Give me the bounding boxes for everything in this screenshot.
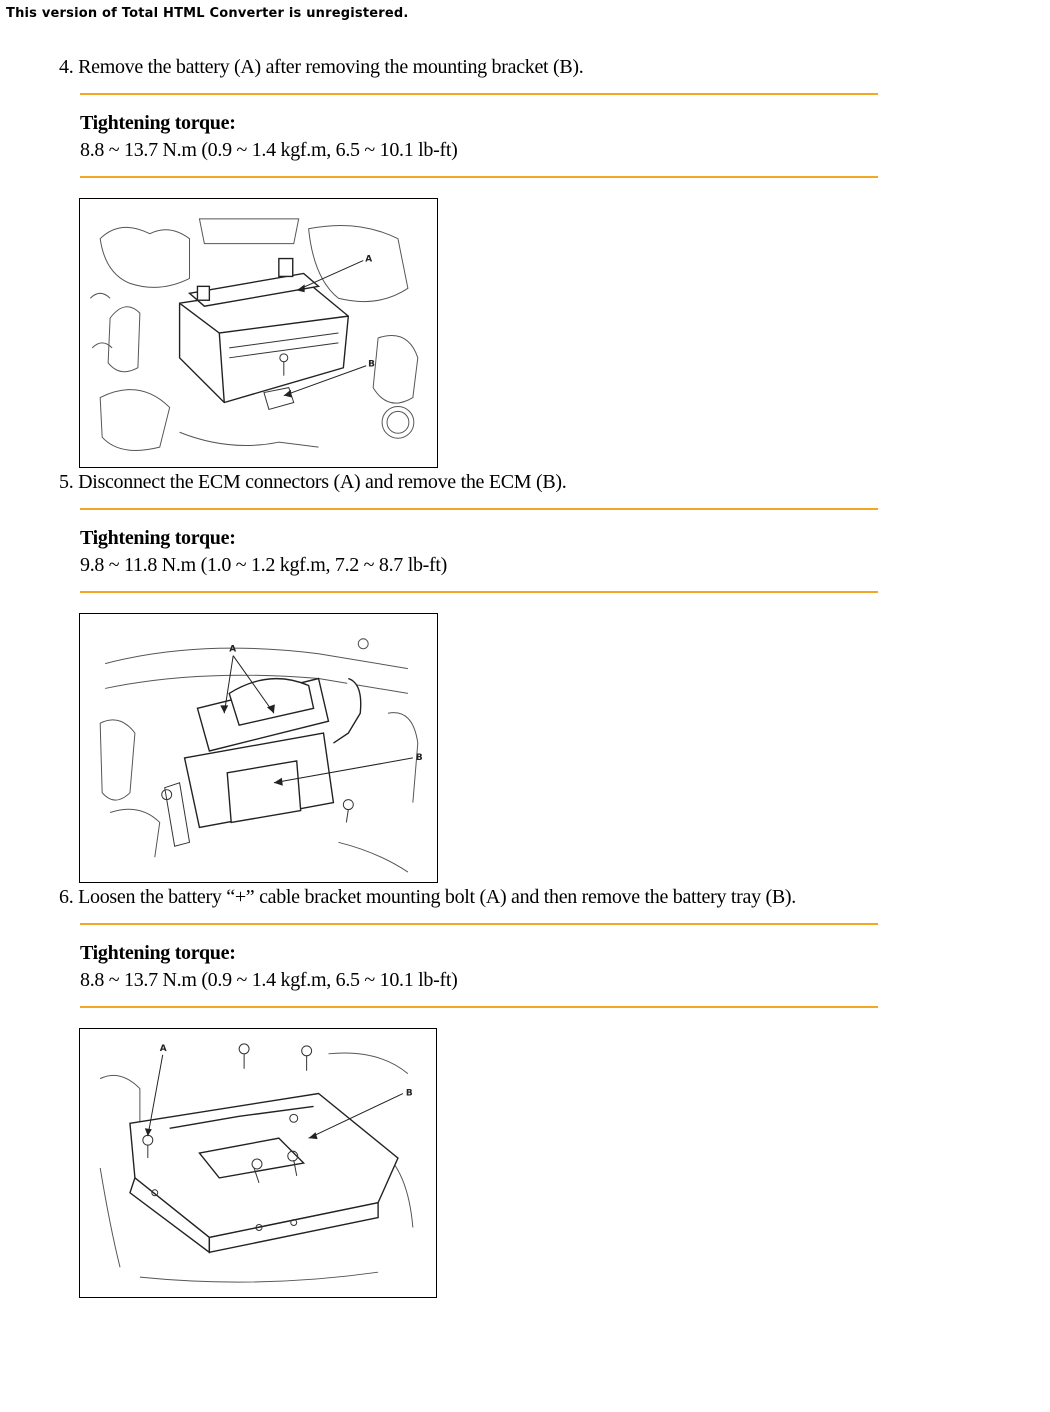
step-6-torque-value: 8.8 ~ 13.7 N.m (0.9 ~ 1.4 kgf.m, 6.5 ~ 10.1 lb-ft) [80,969,458,991]
ecm-removal-illustration [79,613,438,883]
step-6-rule-bottom [80,1006,878,1008]
step-5-torque-label: Tightening torque: [80,527,236,549]
callout-b: B [405,1088,413,1099]
step-6-instruction: 6. Loosen the battery “+” cable bracket mounting bolt (A) and then remove the battery tray (B). [59,886,796,908]
callout-b: B [415,752,423,763]
callout-a: A [159,1043,167,1054]
step-4-instruction: 4. Remove the battery (A) after removing the mounting bracket (B). [59,56,584,78]
step-5-instruction: 5. Disconnect the ECM connectors (A) and remove the ECM (B). [59,471,567,493]
step-6-torque-label: Tightening torque: [80,942,236,964]
step-5-rule-top [80,508,878,510]
step-4-torque-value: 8.8 ~ 13.7 N.m (0.9 ~ 1.4 kgf.m, 6.5 ~ 10.1 lb-ft) [80,139,458,161]
unregistered-banner: This version of Total HTML Converter is unregistered. [6,6,409,21]
step-5-rule-bottom [80,591,878,593]
ecm-diagram [80,614,437,882]
callout-a: A [365,254,373,265]
step-4-rule-top [80,93,878,95]
callout-a: A [229,644,237,655]
step-4-rule-bottom [80,176,878,178]
callout-b: B [368,359,375,370]
step-6-rule-top [80,923,878,925]
step-4-torque-label: Tightening torque: [80,112,236,134]
battery-tray-diagram [80,1029,436,1297]
battery-diagram [80,199,437,467]
battery-removal-illustration [79,198,438,468]
battery-tray-removal-illustration [79,1028,437,1298]
step-5-torque-value: 9.8 ~ 11.8 N.m (1.0 ~ 1.2 kgf.m, 7.2 ~ 8.7 lb-ft) [80,554,447,576]
